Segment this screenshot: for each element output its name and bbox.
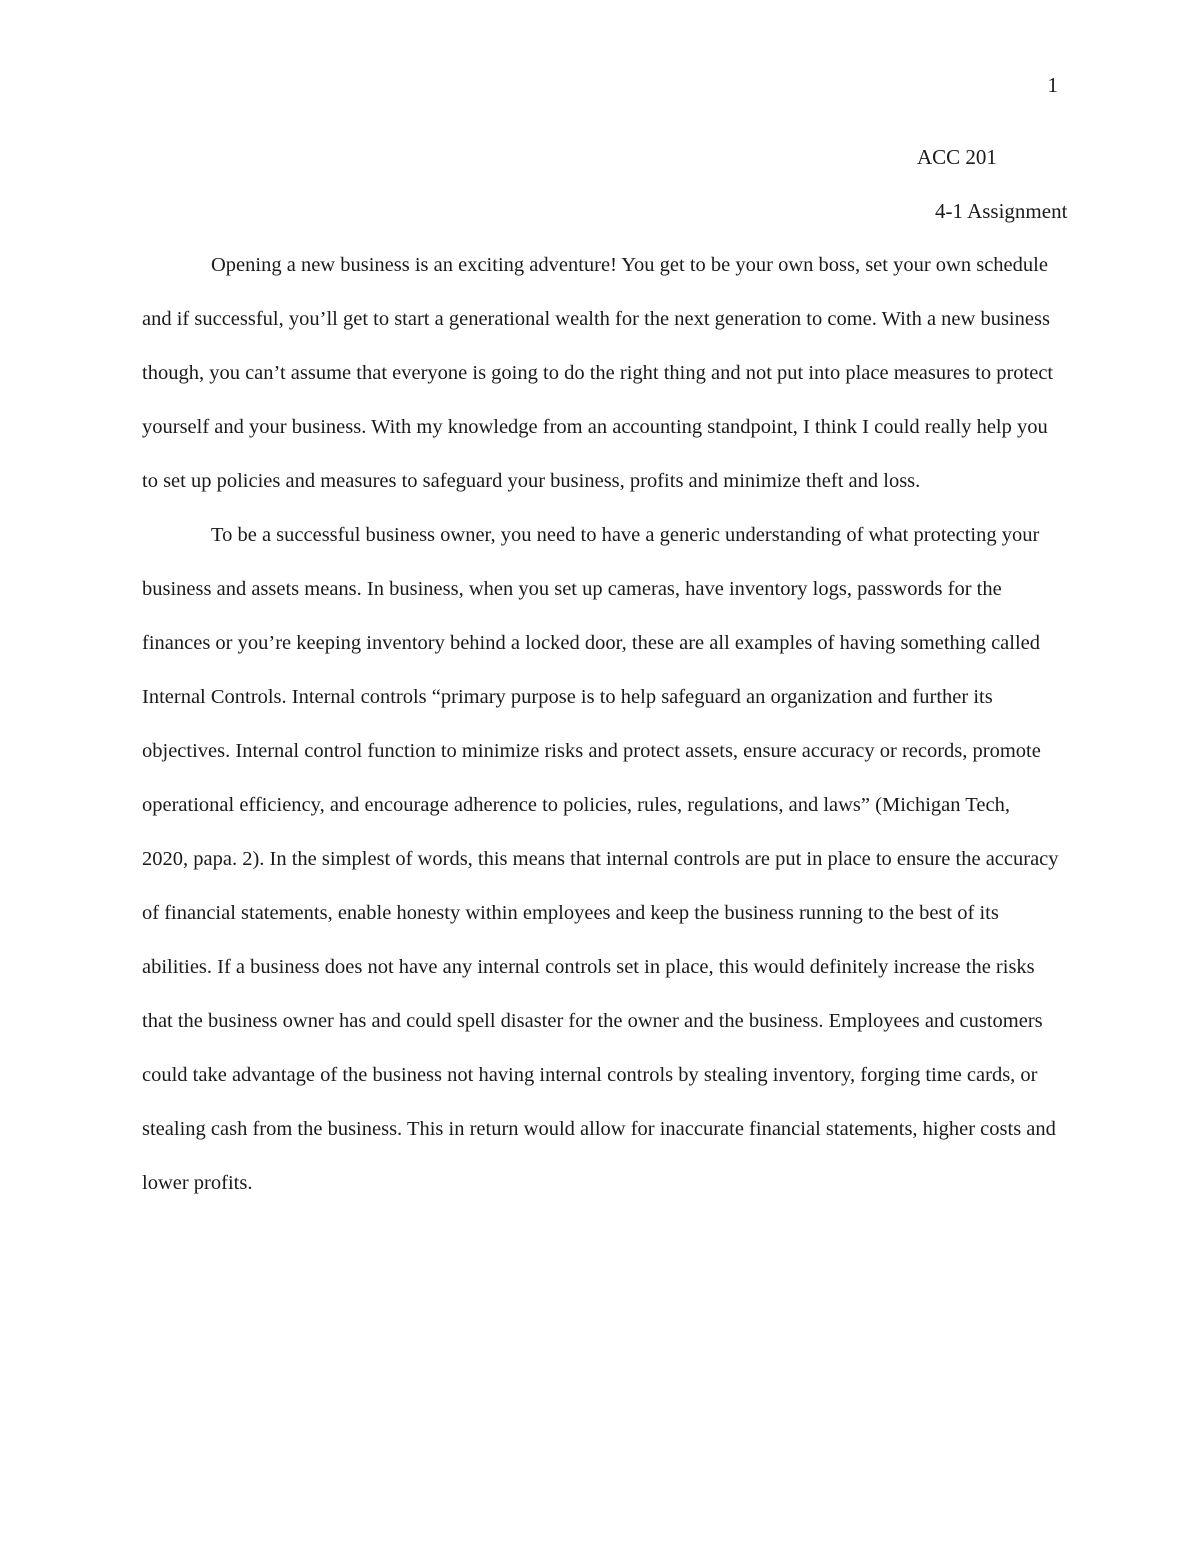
body-paragraph-2: To be a successful business owner, you need to have a generic understanding of what protecting your business and assets means. In business, when you set up cameras, have inventory logs, passwords for the finances or you’re keeping inventory behind a locked door, these are all examples of having something called Internal Controls. Internal controls “primary purpose is to help safeguard an organization and further its objectives. Internal control function to minimize risks and protect assets, ensure accuracy or records, promote operational efficiency, and encourage adherence to policies, rules, regulations, and laws” (Michigan Tech, 2020, papa. 2). In the simplest of words, this means that internal controls are put in place to ensure the accuracy of financial statements, enable honesty within employees and keep the business running to the best of its abilities. If a business does not have any internal controls set in place, this would definitely increase the risks that the business owner has and could spell disaster for the owner and the business. Employees and customers could take advantage of the business not having internal controls by stealing inventory, forging time cards, or stealing cash from the business. This in return would allow for inaccurate financial statements, higher costs and lower profits. <box>142 524 1059 1194</box>
document-body <box>142 238 1060 1210</box>
assignment-heading: 4-1 Assignment <box>935 199 1068 223</box>
body-paragraph-1: Opening a new business is an exciting adventure! You get to be your own boss, set your own schedule and if successful, you’ll get to start a generational wealth for the next generation to come. With a new business though, you can’t assume that everyone is going to do the right thing and not put into place measures to protect yourself and your business. With my knowledge from an accounting standpoint, I think I could really help you to set up policies and measures to safeguard your business, profits and minimize theft and loss. <box>142 254 1054 492</box>
page-number: 1 <box>1047 73 1058 97</box>
course-heading: ACC 201 <box>917 145 997 169</box>
